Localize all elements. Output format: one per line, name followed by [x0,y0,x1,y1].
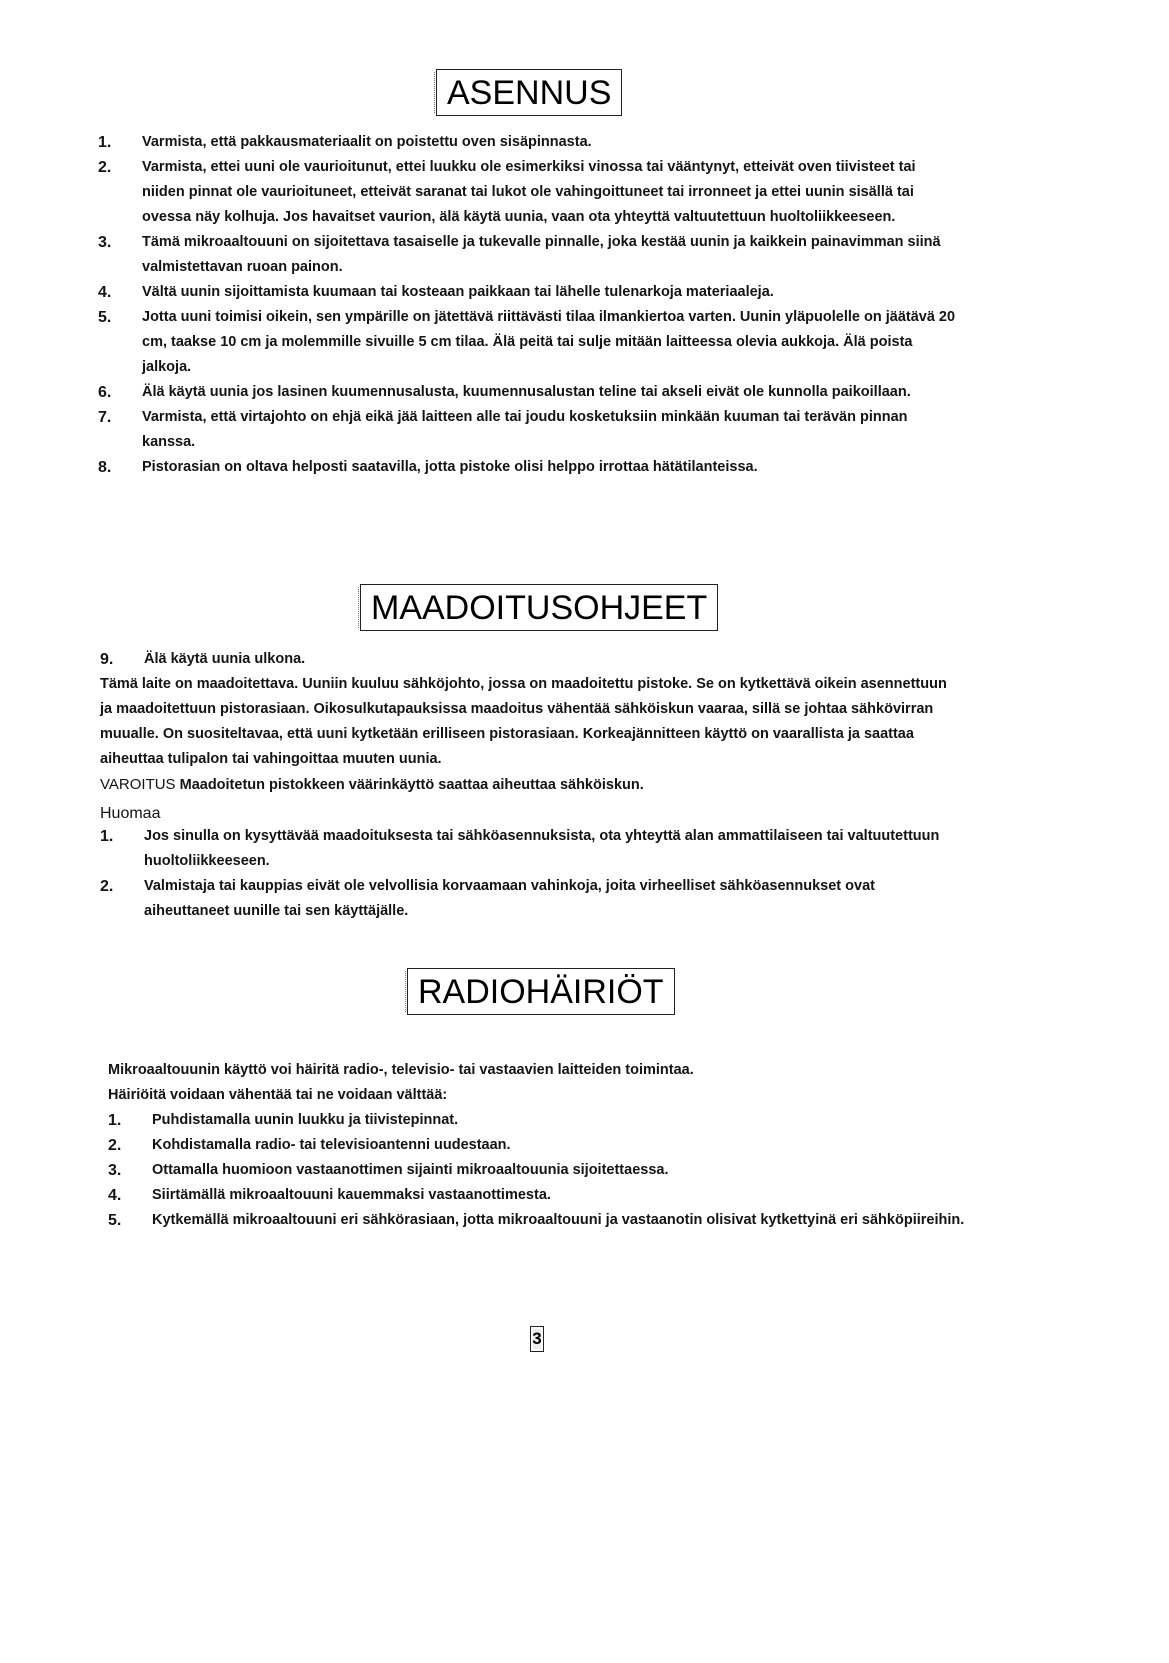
grounding-section [100,647,960,924]
page-number: 3 [530,1326,544,1352]
item-text: Kytkemällä mikroaaltouuni eri sähkörasiaan, jotta mikroaaltouuni ja vastaanotin olisivat kytkettyinä eri sähköpiireihin. [152,1212,965,1228]
warning-label: VAROITUS [100,776,176,793]
item-number: 1. [100,828,114,845]
list-item [108,1133,968,1158]
note-item [100,874,960,924]
list-item [108,1183,968,1208]
heading-maadoitusohjeet: MAADOITUSOHJEET [360,584,718,631]
item-number: 1. [108,1112,122,1129]
list-item [108,1158,968,1183]
grounding-paragraph: Tämä laite on maadoitettava. Uuniin kuuluu sähköjohto, jossa on maadoitettu pistoke. Se on kytkettävä oikein asennettuun ja maadoitettuun pistorasiaan. Oikosulkutapauksissa maadoitus vähentää sähköiskun vaaraa, sillä se johtaa sähkövirran muualle. On suositeltavaa, että uuni kytketään erilliseen pistorasiaan. Korkeajännitteen käyttö on vaarallista ja saattaa aiheuttaa tulipalon tai vahingoittaa muuten uunia. [100,676,947,767]
item-number: 5. [98,309,112,326]
item-number: 2. [98,159,112,176]
list-item [98,280,958,305]
item-number: 8. [98,459,112,476]
radio-intro-1: Mikroaaltouunin käyttö voi häiritä radio-, televisio- tai vastaavien laitteiden toimintaa. [108,1062,694,1078]
warning-line [100,772,960,798]
item-number: 1. [98,134,112,151]
heading-asennus: ASENNUS [436,69,622,116]
item-text: Tämä mikroaaltouuni on sijoitettava tasaiselle ja tukevalle pinnalle, joka kestää uunin ja kaikkein painavimman siinä valmistettavan ruoan painon. [142,234,941,275]
radio-intro-2: Häiriöitä voidaan vähentää tai ne voidaan välttää: [108,1087,448,1103]
item-number: 2. [108,1137,122,1154]
list-item [98,230,958,280]
item-text: Valmistaja tai kauppias eivät ole velvollisia korvaamaan vahinkoja, joita virheelliset sähköasennukset ovat aiheuttaneet uunille tai sen käyttäjälle. [144,878,875,919]
warning-text: Maadoitetun pistokkeen väärinkäyttö saattaa aiheuttaa sähköiskun. [179,777,644,793]
list-item [98,305,958,380]
item-number: 2. [100,878,114,895]
list-item [98,380,958,405]
item-text: Varmista, ettei uuni ole vaurioitunut, ettei luukku ole esimerkiksi vinossa tai vääntynyt, etteivät oven tiivisteet tai niiden pinnat ole vaurioituneet, etteivät saranat tai lukot ole vahingoittuneet tai irronneet ja ettei uunin sisällä tai ovessa näy kolhuja. Jos havaitset vaurion, älä käytä uunia, vaan ota yhteyttä valtuutettuun huoltoliikkeeseen. [142,159,916,225]
item-number: 3. [98,234,112,251]
list-item [98,130,958,155]
heading-radiohairiot: RADIOHÄIRIÖT [407,968,675,1015]
radio-section [108,1058,968,1233]
item-text: Älä käytä uunia ulkona. [144,651,306,667]
list-item [100,647,960,672]
item-text: Varmista, että virtajohto on ehjä eikä jää laitteen alle tai joudu kosketuksiin minkään kuuman tai terävän pinnan kanssa. [142,409,908,450]
item-number: 4. [98,284,112,301]
item-text: Vältä uunin sijoittamista kuumaan tai kosteaan paikkaan tai lähelle tulenarkoja materiaaleja. [142,284,774,300]
list-item [98,455,958,480]
item-number: 5. [108,1212,122,1229]
list-item [108,1208,968,1233]
item-text: Kohdistamalla radio- tai televisioantenni uudestaan. [152,1137,511,1153]
item-text: Jos sinulla on kysyttävää maadoituksesta tai sähköasennuksista, ota yhteyttä alan ammattilaiseen tai valtuutettuun huoltoliikkeeseen. [144,828,940,869]
item-text: Jotta uuni toimisi oikein, sen ympärille on jätettävä riittävästi tilaa ilmankiertoa varten. Uunin yläpuolelle on jäätävä 20 cm, taakse 10 cm ja molemmille sivuille 5 cm tilaa. Älä peitä tai sulje mitään laitteessa olevia aukkoja. Älä poista jalkoja. [142,309,956,375]
item-text: Puhdistamalla uunin luukku ja tiivistepinnat. [152,1112,459,1128]
item-text: Pistorasian on oltava helposti saatavilla, jotta pistoke olisi helppo irrottaa hätätilanteissa. [142,459,758,475]
item-text: Älä käytä uunia jos lasinen kuumennusalusta, kuumennusalustan teline tai akseli eivät ole kunnolla paikoillaan. [142,384,911,400]
list-item [98,155,958,230]
item-text: Varmista, että pakkausmateriaalit on poistettu oven sisäpinnasta. [142,134,592,150]
item-number: 6. [98,384,112,401]
item-number: 9. [100,651,114,668]
note-label: Huomaa [100,805,161,822]
item-number: 7. [98,409,112,426]
item-number: 3. [108,1162,122,1179]
installation-list [98,130,958,480]
item-text: Ottamalla huomioon vastaanottimen sijainti mikroaaltouunia sijoitettaessa. [152,1162,669,1178]
item-number: 4. [108,1187,122,1204]
list-item [98,405,958,455]
note-item [100,824,960,874]
item-text: Siirtämällä mikroaaltouuni kauemmaksi vastaanottimesta. [152,1187,551,1203]
list-item [108,1108,968,1133]
